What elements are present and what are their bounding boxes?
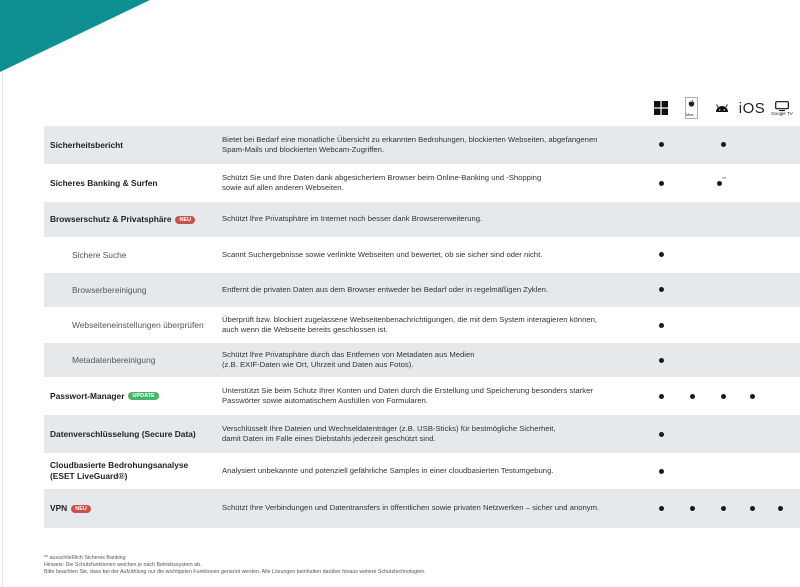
ios-label: iOS [738, 99, 766, 117]
google-tv-icon [768, 96, 796, 120]
footnote-features-note: Bitte beachten Sie, dass bei der Aufzählung nur die wichtigsten Funktionen genannt werden. Alle Lösungen beinhalten darüber hinaus weitere Schutztechnologien. [44, 569, 426, 575]
table-row [44, 415, 800, 453]
footnote-banking: ** ausschließlich Sicheres Banking [44, 555, 126, 561]
google-tv-label: Google TV [771, 110, 793, 116]
table-row [44, 307, 800, 343]
windows-support-dot [659, 469, 664, 474]
table-row [44, 453, 800, 489]
windows-icon [652, 96, 670, 120]
sub-feature-name: Sichere Suche [72, 249, 127, 260]
table-row [44, 237, 800, 273]
feature-name: Sicherheitsbericht [50, 139, 124, 150]
table-row [44, 273, 800, 307]
table-row [44, 377, 800, 415]
table-row [44, 202, 800, 237]
feature-description: Schützt Ihre Privatsphäre durch das Entfernen von Metadaten aus Medien (z.B. EXIF-Daten wie Ort, Uhrzeit und Daten aus Fotos). [222, 349, 475, 369]
feature-description: Entfernt die privaten Daten aus dem Browser entweder bei Bedarf oder in regelmäßigen Zyklen. [222, 284, 549, 294]
feature-description: Unterstützt Sie beim Schutz Ihrer Konten und Daten durch die Erstellung und Speicherung besonders starker Passwörter sowie automatischem Ausfüllen von Formularen. [222, 385, 593, 405]
feature-name: Sicheres Banking & Surfen [50, 177, 158, 188]
feature-description: Analysiert unbekannte und potenziell gefährliche Samples in einer cloudbasierten Testumgebung. [222, 465, 554, 475]
update-badge: UPDATE [128, 392, 158, 400]
feature-table [44, 126, 800, 528]
sub-feature-name: Browserbereinigung [72, 284, 147, 295]
feature-description: Überprüft bzw. blockiert zugelassene Webseitenbenachrichtigungen, die mit dem System interagieren können, auch wenn die Webseite bereits geschlossen ist. [222, 314, 598, 334]
mac-support-dot [690, 394, 695, 399]
ios-icon [738, 96, 766, 120]
table-row [44, 126, 800, 164]
mac-support-dot [690, 506, 695, 511]
android-icon [713, 96, 731, 120]
windows-support-dot [659, 323, 664, 328]
feature-description: Verschlüsselt Ihre Dateien und Wechseldatenträger (z.B. USB-Sticks) für bestmögliche Sicherheit, damit Daten im Falle eines Diebstahls jederzeit geschützt sind. [222, 423, 556, 443]
windows-support-dot [659, 181, 664, 186]
feature-name: Datenverschlüsselung (Secure Data) [50, 428, 196, 439]
feature-name: Browserschutz & Privatsphäre NEU [50, 214, 195, 225]
windows-support-dot [659, 142, 664, 147]
new-badge: NEU [175, 216, 195, 224]
table-row [44, 164, 800, 202]
windows-support-dot [659, 432, 664, 437]
android-support-dot [721, 394, 726, 399]
feature-name: VPN NEU [50, 503, 91, 514]
footnote-marker: ** [722, 177, 726, 183]
feature-description: Schützt Sie und Ihre Daten dank abgesichertem Browser beim Online-Banking und -Shopping sowie auf allen anderen Webseiten. [222, 172, 542, 192]
mac-label: Mac [686, 112, 694, 117]
android-support-dot [721, 506, 726, 511]
windows-support-dot [659, 252, 664, 257]
mac-icon [682, 96, 700, 120]
windows-support-dot [659, 394, 664, 399]
feature-description: Scannt Suchergebnisse sowie verlinkte Webseiten und bewertet, ob sie sicher sind oder nicht. [222, 249, 543, 259]
feature-description: Schützt Ihre Verbindungen und Datentransfers in öffentlichen sowie privaten Netzwerken – sicher und anonym. [222, 503, 600, 513]
footnote-os-note: Hinweis: Die Schutzfunktionen weichen je nach Betriebssystem ab. [44, 562, 202, 568]
ios-support-dot [750, 506, 755, 511]
sub-feature-name: Metadatenbereinigung [72, 354, 156, 365]
windows-support-dot [659, 287, 664, 292]
android-support-dot [721, 142, 726, 147]
google-tv-support-dot [778, 506, 783, 511]
ios-support-dot [750, 394, 755, 399]
table-row [44, 489, 800, 528]
feature-description: Schützt Ihre Privatsphäre im Internet noch besser dank Browsererweiterung. [222, 214, 483, 224]
feature-name: Cloudbasierte Bedrohungsanalyse (ESET LiveGuard®) [50, 460, 189, 481]
new-badge: NEU [71, 505, 91, 513]
windows-support-dot [659, 506, 664, 511]
page-edge-line [2, 72, 3, 587]
table-row [44, 343, 800, 377]
sub-feature-name: Webseiteneinstellungen überprüfen [72, 319, 204, 330]
feature-name: Passwort-Manager UPDATE [50, 391, 159, 402]
corner-triangle-decoration [0, 0, 150, 72]
platform-icons-header [0, 96, 800, 120]
feature-description: Bietet bei Bedarf eine monatliche Übersicht zu erkannten Bedrohungen, blockierten Webseiten, abgefangenen Spam-Mails und blockierten Webcam-Zugriffen. [222, 134, 598, 154]
windows-support-dot [659, 358, 664, 363]
